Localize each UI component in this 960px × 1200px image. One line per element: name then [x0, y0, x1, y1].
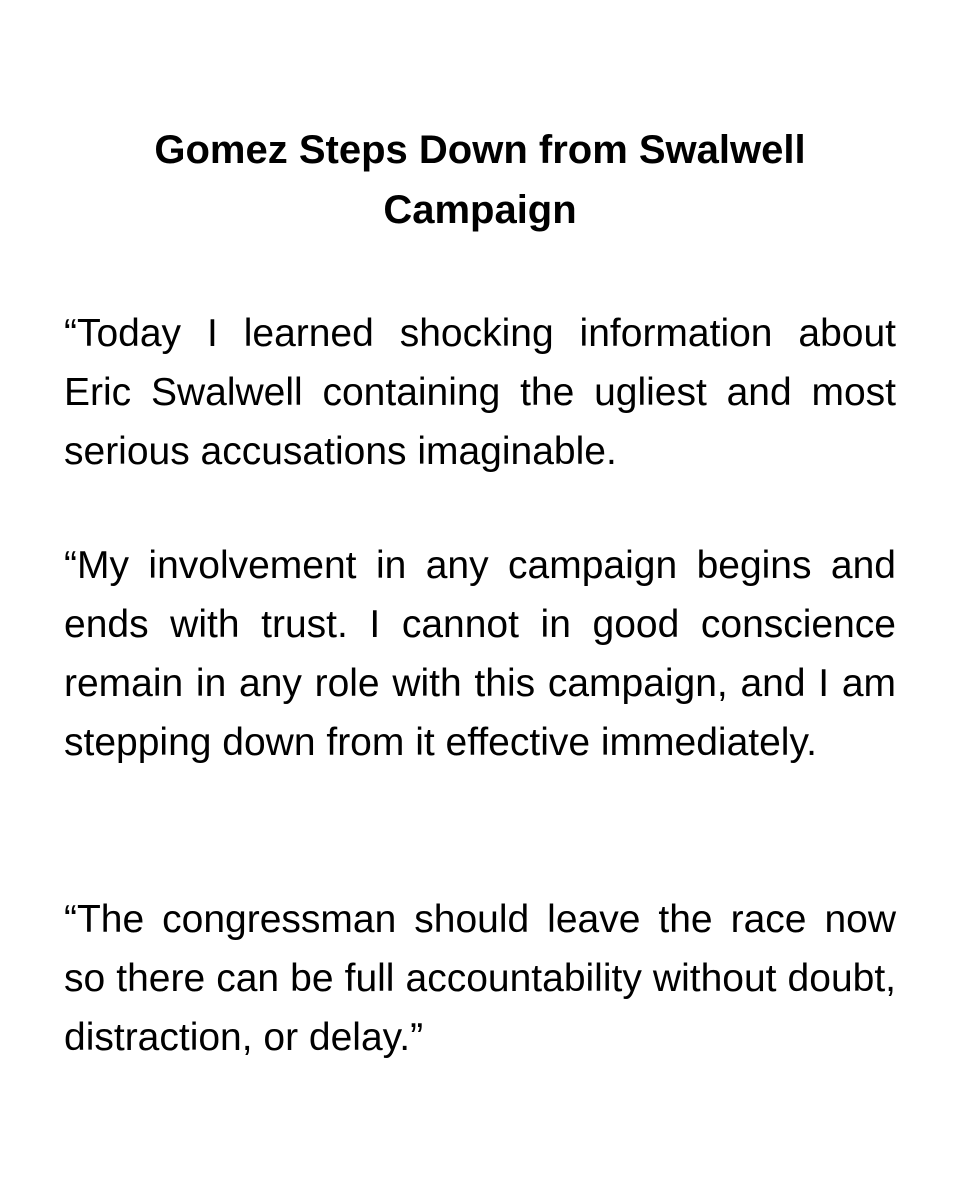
- statement-paragraph-3: “The congressman should leave the race now so there can be full accountability without doubt, distraction, or delay.”: [64, 898, 896, 1059]
- statement-paragraph-1: “Today I learned shocking information about Eric Swalwell containing the ugliest and most serious accusations imaginable.: [64, 312, 896, 473]
- statement-paragraph-2: “My involvement in any campaign begins and ends with trust. I cannot in good conscience remain in any role with this campaign, and I am stepping down from it effective immediately.: [64, 544, 896, 764]
- statement-title: Gomez Steps Down from Swalwell Campaign: [154, 128, 806, 232]
